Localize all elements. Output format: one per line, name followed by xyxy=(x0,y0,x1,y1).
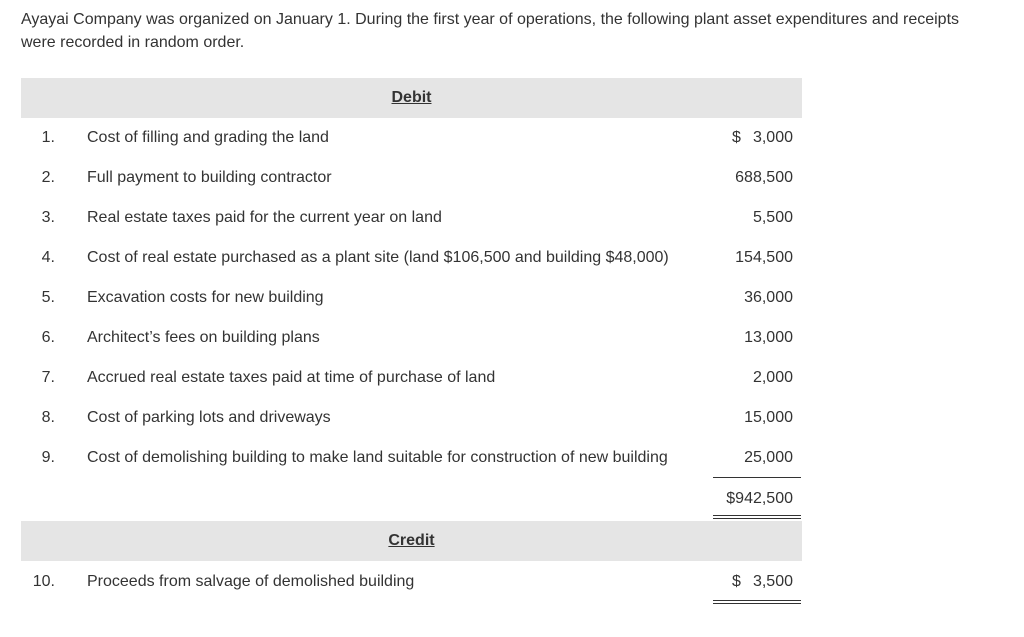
row-description: Cost of filling and grading the land xyxy=(87,129,329,146)
row-amount: 3,000 xyxy=(752,129,793,146)
row-number: 10. xyxy=(32,573,55,590)
row-amount: 154,500 xyxy=(735,249,793,266)
row-amount: 688,500 xyxy=(735,169,793,186)
row-number: 2. xyxy=(41,169,55,186)
debit-header: Debit xyxy=(391,89,432,106)
row-amount: 13,000 xyxy=(744,329,793,346)
table-row xyxy=(21,318,802,358)
row-description: Cost of demolishing building to make land suitable for construction of new building xyxy=(87,449,668,466)
row-amount: 25,000 xyxy=(744,449,793,466)
debit-header-band xyxy=(21,78,802,118)
row-description: Cost of parking lots and driveways xyxy=(87,409,331,426)
table-row xyxy=(21,158,802,198)
dollar-sign: $ xyxy=(732,573,741,590)
total-double-rule xyxy=(713,515,801,519)
table-row xyxy=(21,278,802,318)
row-description: Real estate taxes paid for the current year on land xyxy=(87,209,442,226)
row-number: 9. xyxy=(41,449,55,466)
table-row xyxy=(21,358,802,398)
debit-total: $942,500 xyxy=(726,490,793,507)
row-description: Excavation costs for new building xyxy=(87,289,324,306)
row-number: 8. xyxy=(41,409,55,426)
row-description: Cost of real estate purchased as a plant site (land $106,500 and building $48,000) xyxy=(87,249,669,266)
credit-header-band xyxy=(21,521,802,561)
dollar-sign: $ xyxy=(732,129,741,146)
subtotal-rule xyxy=(713,477,801,478)
row-amount: 15,000 xyxy=(744,409,793,426)
row-number: 7. xyxy=(41,369,55,386)
table-row xyxy=(21,398,802,438)
row-number: 3. xyxy=(41,209,55,226)
credit-double-rule xyxy=(713,600,801,604)
row-amount: 3,500 xyxy=(752,573,793,590)
row-amount: 2,000 xyxy=(752,369,793,386)
table-row xyxy=(21,438,802,478)
credit-header: Credit xyxy=(388,532,435,549)
row-number: 1. xyxy=(41,129,55,146)
table-row xyxy=(21,238,802,278)
row-amount: 5,500 xyxy=(752,209,793,226)
row-number: 6. xyxy=(41,329,55,346)
row-description: Accrued real estate taxes paid at time of purchase of land xyxy=(87,369,496,386)
row-number: 5. xyxy=(41,289,55,306)
table-row xyxy=(21,198,802,238)
total-row xyxy=(21,479,802,519)
table-row xyxy=(21,562,802,602)
row-number: 4. xyxy=(41,249,55,266)
intro-paragraph: Ayayai Company was organized on January 1. During the first year of operations, the following plant asset expenditures and receipts were recorded in random order. xyxy=(21,11,960,51)
table-row xyxy=(21,118,802,158)
row-description: Architect’s fees on building plans xyxy=(87,329,320,346)
row-description: Full payment to building contractor xyxy=(87,169,332,186)
row-amount: 36,000 xyxy=(744,289,793,306)
row-description: Proceeds from salvage of demolished building xyxy=(87,573,415,590)
